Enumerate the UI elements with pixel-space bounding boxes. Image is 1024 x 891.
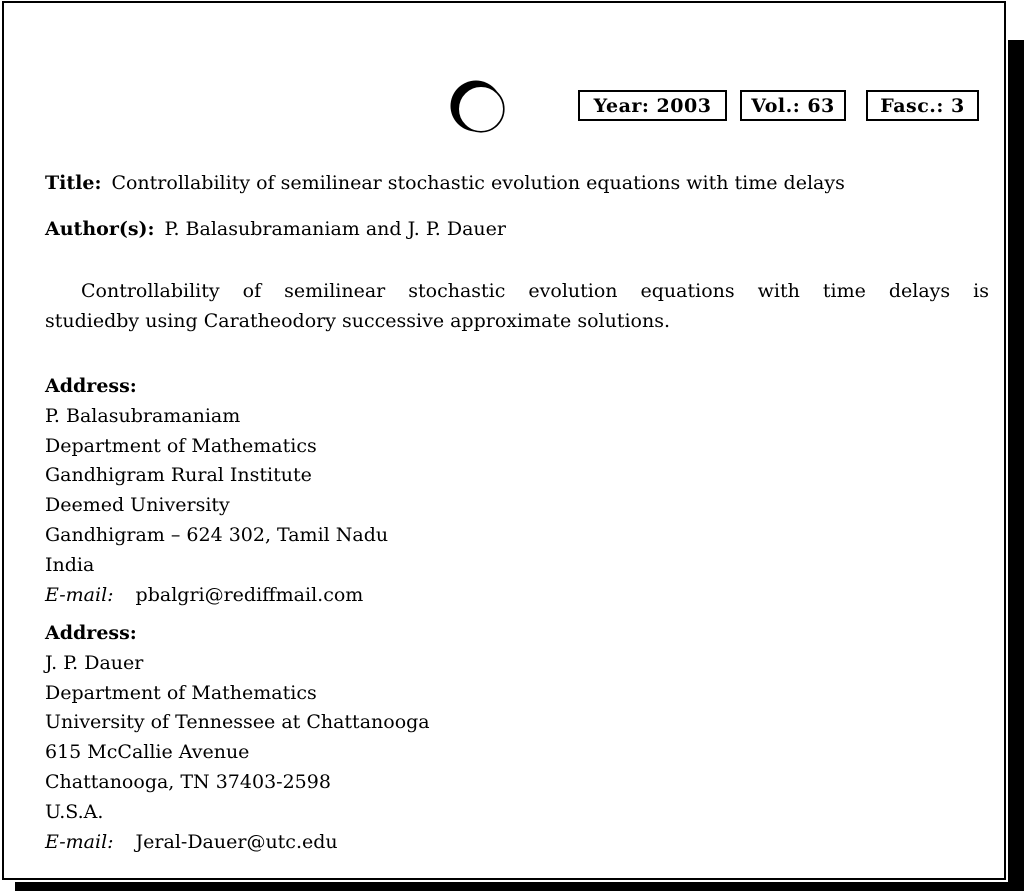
title-text: Controllability of semilinear stochastic evolution equations with time delays <box>111 172 845 194</box>
address-line-city: Gandhigram – 624 302, Tamil Nadu <box>45 523 389 546</box>
address-line-city: Chattanooga, TN 37403-2598 <box>45 770 331 793</box>
email-label: E-mail: <box>45 830 114 853</box>
crescent-moon-logo-icon <box>450 79 506 136</box>
address-line-department: Department of Mathematics <box>45 434 317 457</box>
abstract-line-1: Controllability of semilinear stochastic evolution equations with time delays is <box>81 280 989 302</box>
email-label: E-mail: <box>45 583 114 606</box>
address-heading: Address: <box>45 622 137 644</box>
year-badge <box>578 90 727 121</box>
email-address: pbalgri@rediffmail.com <box>135 583 364 606</box>
authors-text: P. Balasubramaniam and J. P. Dauer <box>164 218 506 240</box>
email-address: Jeral-Dauer@utc.edu <box>135 830 338 853</box>
address-line-country: India <box>45 553 95 576</box>
address-line-name: P. Balasubramaniam <box>45 404 241 427</box>
address-line-university: Deemed University <box>45 494 230 517</box>
volume-badge-label: Vol.: 63 <box>751 94 835 117</box>
abstract-paragraph <box>45 276 989 336</box>
email-line <box>45 581 989 611</box>
address-line-street: 615 McCallie Avenue <box>45 741 250 764</box>
address-block-1 <box>45 372 989 610</box>
fascicle-badge <box>866 90 979 121</box>
authors-line <box>45 214 989 244</box>
address-line-name: J. P. Dauer <box>45 651 144 674</box>
authors-label: Author(s): <box>45 218 155 240</box>
address-block-2 <box>45 619 989 857</box>
address-line-country: U.S.A. <box>45 800 104 823</box>
abstract-line-2: studiedby using Caratheodory successive approximate solutions. <box>45 310 671 332</box>
email-line <box>45 828 989 858</box>
address-line-university: University of Tennessee at Chattanooga <box>45 711 430 734</box>
address-line-institution: Gandhigram Rural Institute <box>45 464 312 487</box>
document-page <box>2 1 1006 880</box>
title-label: Title: <box>45 172 102 194</box>
page-shadow-bottom <box>15 882 1024 891</box>
address-line-department: Department of Mathematics <box>45 681 317 704</box>
title-line <box>45 168 989 198</box>
page-shadow-right <box>1008 40 1024 891</box>
year-badge-label: Year: 2003 <box>593 94 712 117</box>
volume-badge <box>740 90 846 121</box>
address-heading: Address: <box>45 375 137 397</box>
fascicle-badge-label: Fasc.: 3 <box>880 94 965 117</box>
